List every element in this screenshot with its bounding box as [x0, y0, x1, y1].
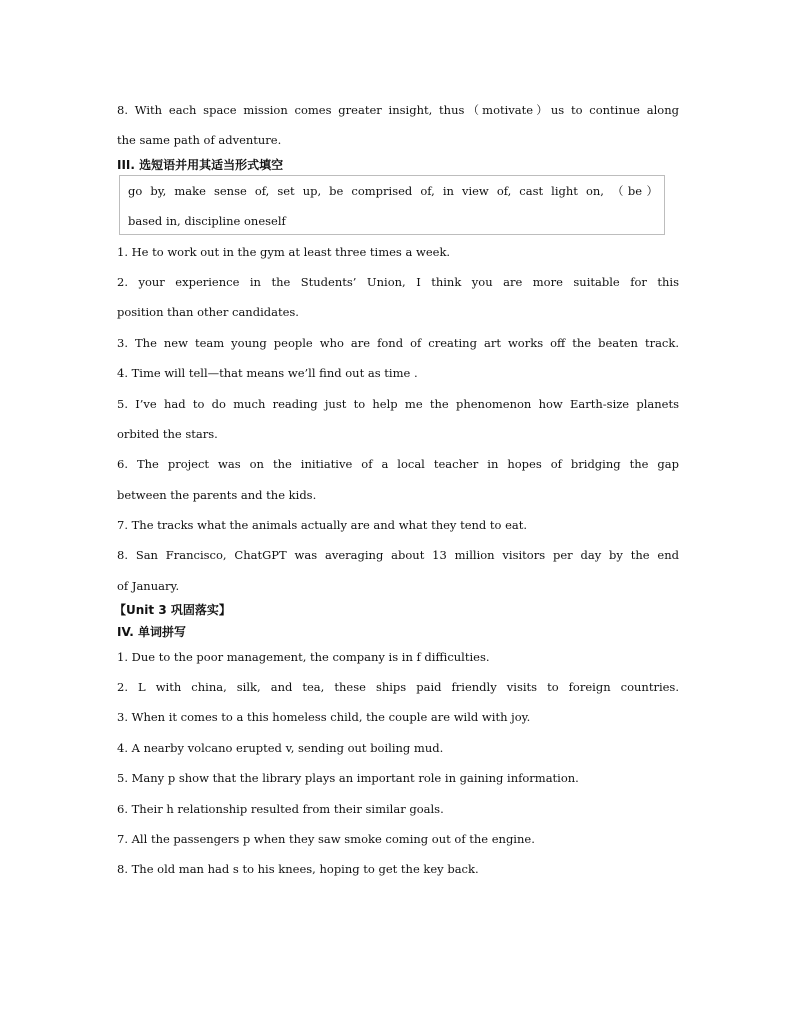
section4-q2: 2. L with china, silk, and tea, these ships paid friendly visits to foreign countries.	[117, 680, 679, 694]
section3-q5-line2: orbited the stars.	[117, 427, 218, 441]
section3-q2-line1: 2. your experience in the Students’ Union, I think you are more suitable for this	[117, 275, 679, 289]
section4-q4: 4. A nearby volcano erupted v, sending out boiling mud.	[117, 741, 444, 755]
section3-q5-line1: 5. I’ve had to do much reading just to help me the phenomenon how Earth-size planets	[117, 397, 679, 411]
section3-q8-line1: 8. San Francisco, ChatGPT was averaging about 13 million visitors per day by the end	[117, 548, 679, 562]
section3-q1: 1. He to work out in the gym at least three times a week.	[117, 245, 451, 259]
section3-q6-line1: 6. The project was on the initiative of a local teacher in hopes of bridging the gap	[117, 457, 679, 471]
section3-q2-line2: position than other candidates.	[117, 305, 299, 319]
section4-q1: 1. Due to the poor management, the company is in f difficulties.	[117, 650, 490, 664]
section4-heading: IV. 单词拼写	[117, 625, 186, 639]
section2-q8-line1: 8. With each space mission comes greater insight, thus（motivate）us to continue along	[117, 103, 679, 117]
unit3-heading: 【Unit 3 巩固落实】	[114, 603, 231, 617]
section3-q8-line2: of January.	[117, 579, 180, 593]
section2-q8-line2: the same path of adventure.	[117, 133, 282, 147]
section4-q7: 7. All the passengers p when they saw smoke coming out of the engine.	[117, 832, 535, 846]
section3-q7: 7. The tracks what the animals actually are and what they tend to eat.	[117, 518, 528, 532]
section3-q6-line2: between the parents and the kids.	[117, 488, 317, 502]
section3-heading: III. 选短语并用其适当形式填空	[117, 158, 284, 172]
phrase-bank-line1: go by, make sense of, set up, be comprised of, in view of, cast light on, （be）	[128, 184, 658, 198]
section3-q3: 3. The new team young people who are fond of creating art works off the beaten track.	[117, 336, 679, 350]
section4-q3: 3. When it comes to a this homeless child, the couple are wild with joy.	[117, 710, 531, 724]
phrase-bank-line2: based in, discipline oneself	[128, 214, 286, 228]
section3-q4: 4. Time will tell—that means we’ll find out as time .	[117, 366, 418, 380]
section4-q6: 6. Their h relationship resulted from their similar goals.	[117, 802, 444, 816]
phrase-bank-box	[119, 175, 665, 235]
section4-q8: 8. The old man had s to his knees, hoping to get the key back.	[117, 862, 479, 876]
section4-q5: 5. Many p show that the library plays an important role in gaining information.	[117, 771, 579, 785]
